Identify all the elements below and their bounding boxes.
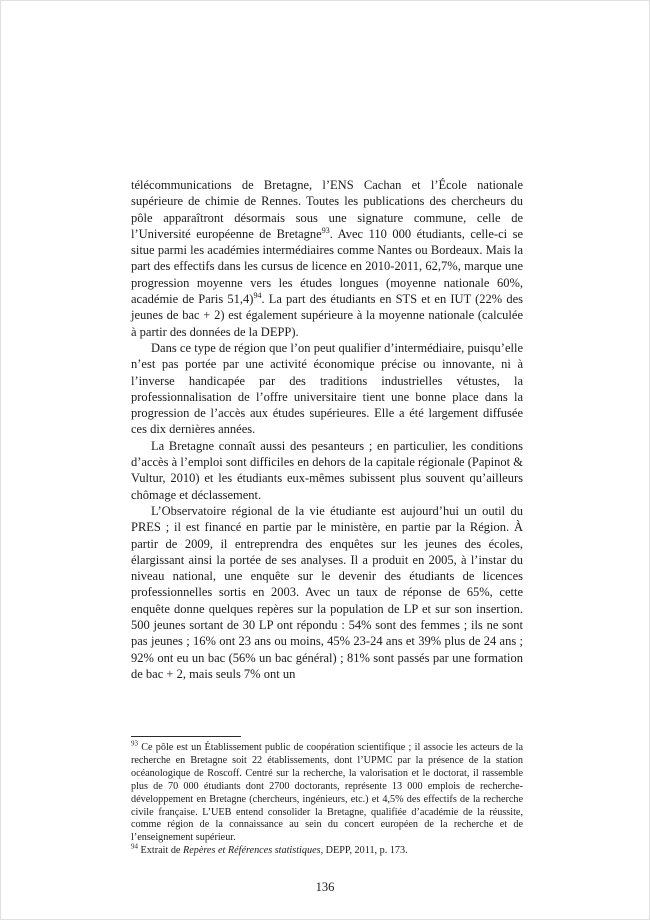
- footnote-separator: [131, 736, 241, 737]
- body-text: [131, 177, 523, 682]
- footnote-marker: 94: [131, 842, 138, 851]
- paragraph-text: télécommunications de Bretagne, l’ENS Cachan et l’École nationale supérieure de chimie de Rennes. Toutes les publications des chercheurs du pôle apparaîtront désormais sous une signature commune, celle de l’Université européenne de Bretagne: [131, 178, 523, 241]
- paragraph: Dans ce type de région que l’on peut qualifier d’intermédiaire, puisqu’elle n’est pas portée par une activité économique précise ou innovante, ni à l’inverse handicapée par des traditions industrielles vétustes, la professionnalisation de l’offre universitaire tient une bonne place dans la progression de l’accès aux études supérieures. Elle a été largement diffusée ces dix dernières années.: [131, 340, 523, 437]
- paragraph: [131, 177, 523, 340]
- footnote-text: , DEPP, 2011, p. 173.: [320, 845, 408, 857]
- footnote-citation-title: Repères et Références statistiques: [182, 845, 321, 857]
- footnote-94: [131, 842, 523, 858]
- footnote-93: [131, 739, 523, 845]
- footnotes-section: [131, 736, 523, 858]
- paragraph: L’Observatoire régional de la vie étudiante est aujourd’hui un outil du PRES ; il est financé en partie par le ministère, en partie par la Région. À partir de 2009, il entreprendra des enquêtes sur les jeunes des écoles, élargissant ainsi la portée de ses analyses. Il a produit en 2005, à l’instar du niveau national, une enquête sur le devenir des étudiants de licences professionnelles sortis en 2003. Avec un taux de réponse de 65%, cette enquête donne quelques repères sur la population de LP et sur son insertion. 500 jeunes sortant de 30 LP ont répondu : 54% sont des femmes ; ils ne sont pas jeunes ; 16% ont 23 ans ou moins, 45% 23-24 ans et 39% plus de 24 ans ; 92% ont eu un bac (56% un bac général) ; 81% sont passés par une formation de bac + 2, mais seuls 7% ont un: [131, 503, 523, 681]
- paragraph-text: . Avec 110 000 étudiants, celle-ci se situe parmi les académies intermédiaires comme Nantes ou Bordeaux. Mais la part des effectifs dans les cursus de licence en 2010-2011, 62,7%, marque une progression moyenne vers les études longues (moyenne nationale 60%, académie de Paris 51,4): [131, 226, 523, 307]
- footnote-ref-94: 94: [253, 290, 262, 300]
- footnote-text: Extrait de: [138, 845, 183, 857]
- paragraph: La Bretagne connaît aussi des pesanteurs ; en particulier, les conditions d’accès à l’emploi sont difficiles en dehors de la capitale régionale (Papinot & Vultur, 2010) et les étudiants eux-mêmes subissent plus souvent qu’ailleurs chômage et déclassement.: [131, 438, 523, 502]
- paragraph-text: . La part des étudiants en STS et en IUT (22% des jeunes de bac + 2) est également supérieure à la moyenne nationale (calculée à partir des données de la DEPP).: [131, 292, 523, 339]
- footnote-text: Ce pôle est un Établissement public de coopération scientifique ; il associe les acteurs de la recherche en Bretagne soit 22 établissements, dont l’UPMC par la présence de la station océanologique de Roscoff. Centré sur la recherche, la valorisation et le doctorat, il rassemble plus de 70 000 étudiants dont 2700 doctorants, représente 13 000 emplois de recherche-développement en Bretagne (chercheurs, ingénieurs, etc.) et 4,5% des effectifs de la recherche civile française. L’UEB entend consolider la Bretagne, qualifiée d’académie de la réussite, comme région de la connaissance au sein du concert européen de la recherche et de l’enseignement supérieur.: [131, 742, 523, 844]
- footnote-marker: 93: [131, 739, 138, 748]
- footnote-ref-93: 93: [321, 225, 330, 235]
- page-number: 136: [315, 880, 335, 894]
